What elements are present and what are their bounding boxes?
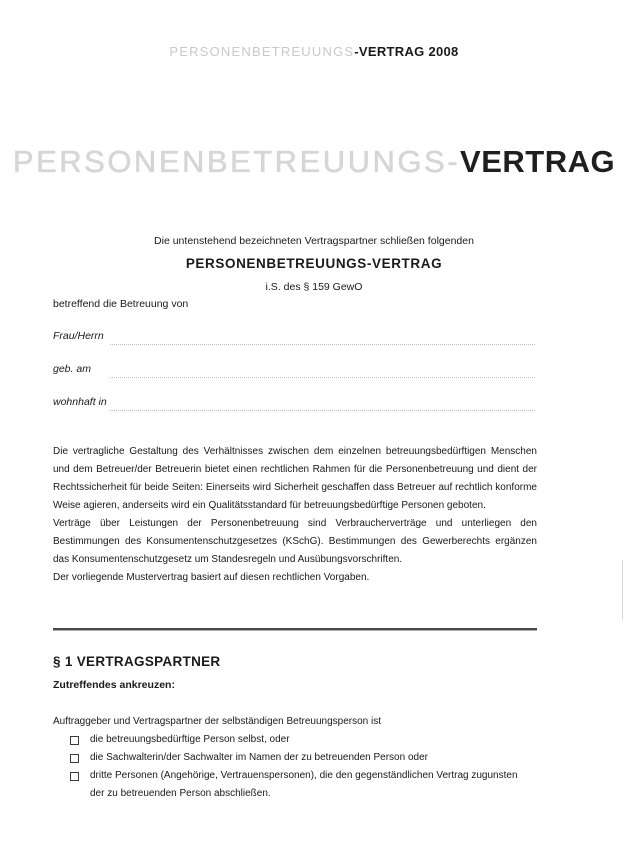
title-dark-text: VERTRAG xyxy=(460,144,616,179)
legal-basis: i.S. des § 159 GewO xyxy=(265,281,363,293)
preamble-paragraph: Der vorliegende Mustervertrag basiert auf diesen rechtlichen Vorgaben. xyxy=(53,572,370,583)
scan-edge-mark xyxy=(622,560,623,620)
preamble-paragraph: Die vertragliche Gestaltung des Verhältnisses zwischen dem einzelnen betreuungsbedürftigen Menschen und dem Betreuer/der Betreuerin bietet einen rechtlichen Rahmen für die Personenbetreuung und dient der Rechtssicherheit für beide Seiten: Einerseits wird Sicherheit geschaffen dass Betreuer auf rechtlich konforme Weise agieren, anderseits wird ein Qualitätsstandard für betreuungsbedürftige Personen geboten. xyxy=(53,446,537,511)
party-option-label: die Sachwalterin/der Sachwalter im Namen der zu betreuenden Person oder xyxy=(90,752,428,763)
field-input-birthdate[interactable] xyxy=(110,377,535,378)
section-1-title: § 1 VERTRAGSPARTNER xyxy=(53,654,221,669)
intro-sentence: Die untenstehend bezeichneten Vertragspartner schließen folgenden xyxy=(154,235,474,247)
party-options xyxy=(68,731,518,803)
checkbox-icon[interactable] xyxy=(70,772,79,781)
field-input-name[interactable] xyxy=(110,344,535,345)
header-ghost-text: PERSONENBETREUUNGS xyxy=(169,44,355,59)
party-option-label: dritte Personen (Angehörige, Vertrauenspersonen), die den gegenständlichen Vertrag zugunsten der zu betreuenden Person abschließen. xyxy=(90,770,518,799)
field-label-name: Frau/Herrn xyxy=(53,330,104,342)
title-ghost-text: PERSONENBETREUUNGS- xyxy=(12,144,461,179)
header-dark-text: -VERTRAG 2008 xyxy=(354,44,459,59)
section-divider xyxy=(53,628,537,631)
concerning-label: betreffend die Betreuung von xyxy=(53,298,189,310)
field-label-birthdate: geb. am xyxy=(53,363,91,375)
running-header xyxy=(0,44,628,59)
preamble-paragraph: Verträge über Leistungen der Personenbetreuung sind Verbraucherverträge und unterliegen den Bestimmungen des Konsumentenschutzgesetzes (KSchG). Bestimmungen des Gewerberechts ergänzen das Konsumentenschutzgesetz um Standesregeln und Ausübungsvorschriften. xyxy=(53,518,537,565)
field-label-address: wohnhaft in xyxy=(53,396,107,408)
party-option-label: die betreuungsbedürftige Person selbst, oder xyxy=(90,734,290,745)
document-title xyxy=(0,144,628,180)
field-input-address[interactable] xyxy=(110,410,535,411)
preamble xyxy=(53,443,537,587)
section-1-lead: Auftraggeber und Vertragspartner der selbständigen Betreuungsperson ist xyxy=(53,716,381,727)
checkbox-icon[interactable] xyxy=(70,754,79,763)
party-option[interactable] xyxy=(68,749,518,767)
party-option[interactable] xyxy=(68,767,518,803)
contract-type-heading: PERSONENBETREUUNGS-VERTRAG xyxy=(185,256,443,271)
checkbox-icon[interactable] xyxy=(70,736,79,745)
party-option[interactable] xyxy=(68,731,518,749)
section-1-hint: Zutreffendes ankreuzen: xyxy=(53,679,175,691)
